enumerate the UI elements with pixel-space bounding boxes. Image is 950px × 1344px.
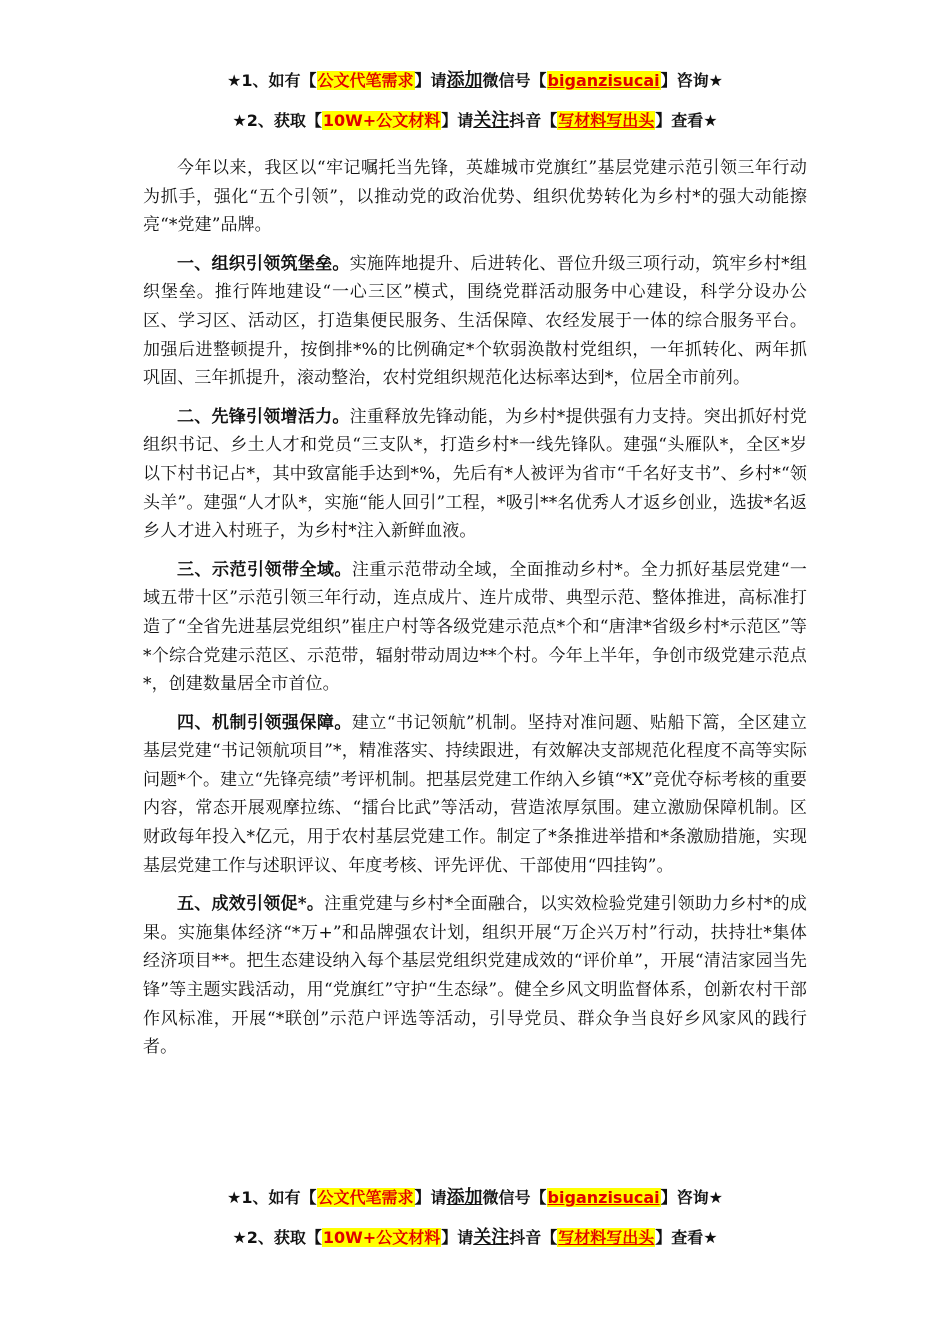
promo-prefix: ★2、获取【	[232, 1228, 322, 1247]
section-heading: 五、成效引领促*。	[177, 894, 325, 915]
promo-text: 微信号【	[482, 1188, 547, 1207]
promo-highlight-wechat-id: biganzisucai	[547, 71, 660, 90]
promo-highlight-douyin: 写材料写出头	[558, 1228, 655, 1247]
section-heading: 一、组织引领筑堡垒。	[177, 253, 350, 274]
promo-highlight-service: 公文代笔需求	[317, 71, 414, 90]
promo-text: 】请	[441, 1228, 474, 1247]
promo-suffix: 】咨询★	[660, 71, 723, 90]
section-body: 注重释放先锋动能，为乡村*提供强有力支持。突出抓好村党组织书记、乡土人才和党员“三支队*，打造乡村*一线先锋队。建强“头雁队*，全区*岁以下村书记占*，其中致富能手达到*%，先后有*人被评为省市“千名好支书”、乡村*“领头羊”。建强“人才队*，实施“能人回引”工程，*吸引**名优秀人才返乡创业，选拔*名返乡人才进入村班子，为乡村*注入新鲜血液。	[143, 406, 808, 542]
section-heading: 三、示范引领带全域。	[177, 559, 352, 580]
promo-suffix: 】咨询★	[660, 1188, 723, 1207]
section-paragraph-2	[143, 403, 807, 546]
intro-paragraph: 今年以来，我区以“牢记嘱托当先锋，英雄城市党旗红”基层党建示范引领三年行动为抓手，强化“五个引领”，以推动党的政治优势、组织优势转化为乡村*的强大动能擦亮“*党建”品牌。	[143, 158, 807, 236]
promo-highlight-materials: 10W+公文材料	[322, 111, 441, 130]
promo-emphasis: 添加	[446, 70, 483, 91]
section-body: 建立“书记领航”机制。坚持对准问题、贴船下篙，全区建立基层党建“书记领航项目”*，精准落实、持续跟进，有效解决支部规范化程度不高等实际问题*个。建立“先锋亮绩”考评机制。把基层党建工作纳入乡镇“*X”竞优夺标考核的重要内容，常态开展观摩拉练、“擂台比武”等活动，营造浓厚氛围。建立激励保障机制。区财政每年投入*亿元，用于农村基层党建工作。制定了*条推进举措和*条激励措施，实现基层党建工作与述职评议、年度考核、评先评优、干部使用“四挂钩”。	[143, 712, 807, 876]
section-heading: 二、先锋引领增活力。	[177, 406, 350, 427]
promo-text: 微信号【	[482, 71, 547, 90]
section-paragraph-3	[143, 556, 807, 699]
promo-top-line-2	[0, 110, 950, 132]
promo-text: 抖音【	[509, 111, 558, 130]
section-body: 注重党建与乡村*全面融合，以实效检验党建引领助力乡村*的成果。实施集体经济“*万+”和品牌强农计划，组织开展“万企兴万村”行动，扶持壮*集体经济项目**。把生态建设纳入每个基层党组织党建成效的“评价单”，开展“清洁家园当先锋”等主题实践活动，用“党旗红”守护“生态绿”。健全乡风文明监督体系，创新农村干部作风标准，开展“*联创”示范户评选等活动，引导党员、群众争当良好乡风家风的践行者。	[143, 894, 807, 1058]
promo-top-line-1	[0, 70, 950, 92]
promo-suffix: 】查看★	[655, 1228, 718, 1247]
promo-bottom-line-2	[0, 1227, 950, 1249]
promo-text: 抖音【	[509, 1228, 558, 1247]
section-paragraph-5	[143, 890, 807, 1062]
promo-highlight-materials: 10W+公文材料	[322, 1228, 441, 1247]
promo-prefix: ★1、如有【	[227, 71, 317, 90]
promo-highlight-wechat-id: biganzisucai	[547, 1188, 660, 1207]
promo-emphasis: 关注	[473, 1227, 510, 1248]
section-heading: 四、机制引领强保障。	[177, 712, 352, 733]
promo-emphasis: 关注	[473, 110, 510, 131]
promo-highlight-douyin: 写材料写出头	[558, 111, 655, 130]
promo-bottom-line-1	[0, 1187, 950, 1209]
section-paragraph-1	[143, 250, 807, 393]
promo-prefix: ★1、如有【	[227, 1188, 317, 1207]
section-body: 注重示范带动全域，全面推动乡村*。全力抓好基层党建“一域五带十区”示范引领三年行动，连点成片、连片成带、典型示范、整体推进，高标准打造了“全省先进基层党组织”崔庄户村等各级党建示范点*个和“唐津*省级乡村*示范区”等*个综合党建示范区、示范带，辐射带动周边**个村。今年上半年，争创市级党建示范点*，创建数量居全市首位。	[143, 559, 808, 695]
promo-highlight-service: 公文代笔需求	[317, 1188, 414, 1207]
promo-text: 】请	[414, 1188, 447, 1207]
promo-prefix: ★2、获取【	[232, 111, 322, 130]
article-body	[143, 154, 807, 1072]
promo-emphasis: 添加	[446, 1187, 483, 1208]
promo-suffix: 】查看★	[655, 111, 718, 130]
section-body: 实施阵地提升、后进转化、晋位升级三项行动，筑牢乡村*组织堡垒。推行阵地建设“一心三区”模式，围绕党群活动服务中心建设，科学分设办公区、学习区、活动区，打造集便民服务、生活保障、农经发展于一体的综合服务平台。加强后进整顿提升，按倒排*%的比例确定*个软弱涣散村党组织，一年抓转化、两年抓巩固、三年抓提升，滚动整治，农村党组织规范化达标率达到*，位居全市前列。	[143, 253, 808, 389]
section-paragraph-4	[143, 709, 807, 881]
promo-text: 】请	[441, 111, 474, 130]
promo-text: 】请	[414, 71, 447, 90]
